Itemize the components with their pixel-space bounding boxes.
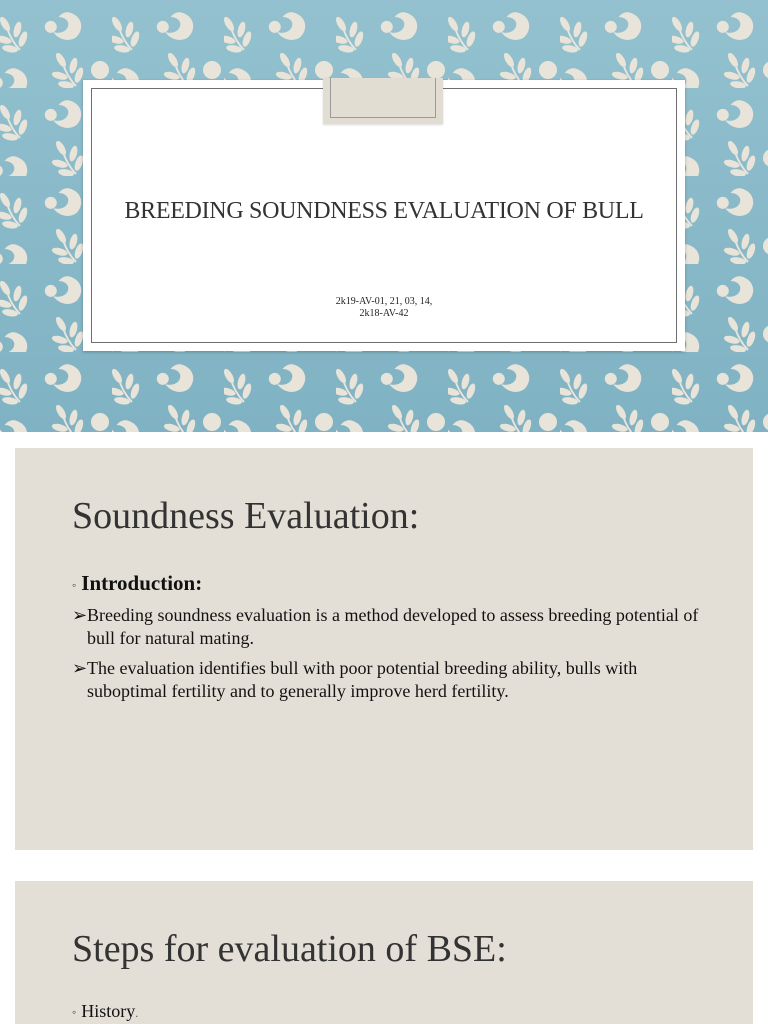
history-bullet — [72, 1001, 138, 1022]
slide-subtitle — [83, 296, 685, 320]
list-item-text: The evaluation identifies bull with poor potential breeding ability, bulls with suboptimal fertility and to generally improve herd fertility. — [87, 658, 638, 701]
title-card — [83, 80, 685, 351]
title-slide — [0, 0, 768, 432]
subtitle-line-1: 2k19-AV-01, 21, 03, 14, — [335, 296, 433, 307]
arrow-bullet-icon: ➢ — [72, 658, 88, 678]
slide-heading: Soundness Evaluation: — [72, 495, 420, 537]
title-tab-decoration — [323, 78, 443, 124]
slide-heading: Steps for evaluation of BSE: — [72, 928, 507, 970]
arrow-bullet-icon: ➢ — [72, 605, 88, 625]
introduction-label: Introduction: — [81, 571, 203, 595]
list-item — [72, 657, 712, 703]
title-tab-inner — [330, 78, 436, 118]
slide-soundness-evaluation — [15, 448, 753, 850]
circle-bullet-icon: ◦ — [72, 1005, 77, 1020]
introduction-bullet — [72, 571, 202, 596]
slide-steps-for-evaluation — [15, 881, 753, 1024]
list-item-text: Breeding soundness evaluation is a method developed to assess breeding potential of bull for natural mating. — [87, 605, 699, 648]
circle-bullet-icon: ◦ — [72, 577, 77, 592]
history-label: History — [81, 1001, 136, 1021]
subtitle-line-2: 2k18-AV-42 — [359, 308, 409, 319]
slide-title: BREEDING SOUNDNESS EVALUATION OF BULL — [124, 198, 644, 224]
history-suffix: . — [135, 1006, 139, 1020]
list-item — [72, 604, 712, 650]
